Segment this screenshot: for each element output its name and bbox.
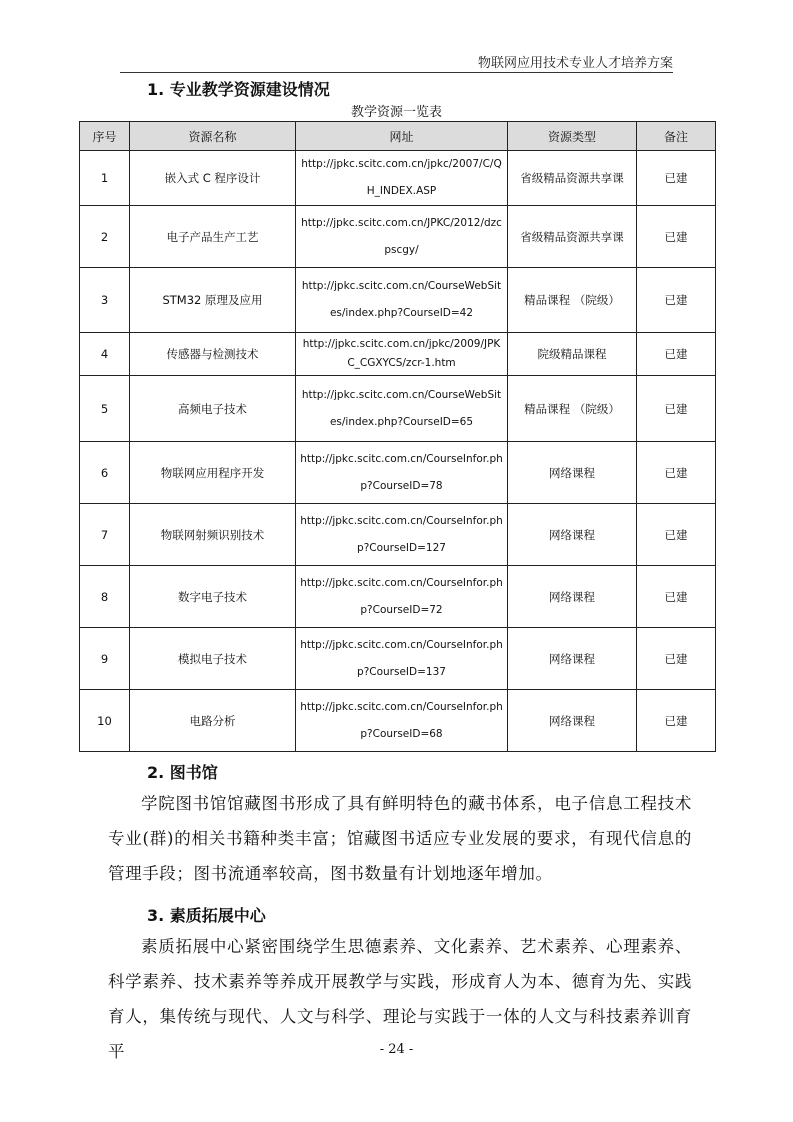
column-header-type: 资源类型 xyxy=(508,122,637,151)
resource-note: 已建 xyxy=(637,151,716,206)
resource-note: 已建 xyxy=(637,690,716,752)
resource-type: 院级精品课程 xyxy=(508,333,637,376)
column-header-note: 备注 xyxy=(637,122,716,151)
resource-name: 电路分析 xyxy=(130,690,296,752)
resource-url[interactable]: http://jpkc.scitc.com.cn/jpkc/2007/C/QH_INDEX.ASP xyxy=(296,151,508,206)
quality-center-paragraph: 素质拓展中心紧密围绕学生思德素养、文化素养、艺术素养、心理素养、科学素养、技术素养等养成开展教学与实践，形成育人为本、德育为先、实践育人，集传统与现代、人文与科学、理论与实践于一体的人文与科技素养训育平 xyxy=(108,937,692,1061)
row-index: 1 xyxy=(80,151,130,206)
resource-type: 精品课程 （院级） xyxy=(508,268,637,333)
table-row xyxy=(80,206,716,268)
resource-url[interactable]: http://jpkc.scitc.com.cn/CourseInfor.php?CourseID=68 xyxy=(296,690,508,752)
table-row xyxy=(80,690,716,752)
resource-name: STM32 原理及应用 xyxy=(130,268,296,333)
table-row xyxy=(80,566,716,628)
row-index: 5 xyxy=(80,376,130,442)
table-header-row xyxy=(80,122,716,151)
resource-name: 物联网射频识别技术 xyxy=(130,504,296,566)
table-row xyxy=(80,151,716,206)
page-number: - 24 - xyxy=(379,1042,414,1057)
resource-note: 已建 xyxy=(637,333,716,376)
row-index: 4 xyxy=(80,333,130,376)
resource-type: 网络课程 xyxy=(508,628,637,690)
section-heading-library: 2. 图书馆 xyxy=(147,763,218,782)
resource-url[interactable]: http://jpkc.scitc.com.cn/JPKC/2012/dzcpscgy/ xyxy=(296,206,508,268)
column-header-url: 网址 xyxy=(296,122,508,151)
table-row xyxy=(80,376,716,442)
column-header-index: 序号 xyxy=(80,122,130,151)
row-index: 6 xyxy=(80,442,130,504)
resource-url[interactable]: http://jpkc.scitc.com.cn/CourseWebSites/index.php?CourseID=65 xyxy=(296,376,508,442)
resource-note: 已建 xyxy=(637,504,716,566)
resource-table xyxy=(79,121,716,752)
section-heading-resources: 1. 专业教学资源建设情况 xyxy=(147,80,330,99)
table-row xyxy=(80,504,716,566)
table-caption: 教学资源一览表 xyxy=(350,105,442,120)
row-index: 9 xyxy=(80,628,130,690)
row-index: 8 xyxy=(80,566,130,628)
running-header: 物联网应用技术专业人才培养方案 xyxy=(477,56,673,71)
row-index: 2 xyxy=(80,206,130,268)
resource-url[interactable]: http://jpkc.scitc.com.cn/CourseInfor.php?CourseID=72 xyxy=(296,566,508,628)
table-row xyxy=(80,628,716,690)
resource-name: 传感器与检测技术 xyxy=(130,333,296,376)
resource-note: 已建 xyxy=(637,442,716,504)
section-heading-quality-center: 3. 素质拓展中心 xyxy=(147,906,266,925)
resource-type: 网络课程 xyxy=(508,690,637,752)
resource-type: 省级精品资源共享课 xyxy=(508,151,637,206)
table-row xyxy=(80,442,716,504)
resource-name: 物联网应用程序开发 xyxy=(130,442,296,504)
resource-name: 模拟电子技术 xyxy=(130,628,296,690)
library-paragraph: 学院图书馆馆藏图书形成了具有鲜明特色的藏书体系，电子信息工程技术专业(群)的相关书籍种类丰富；馆藏图书适应专业发展的要求，有现代信息的管理手段；图书流通率较高，图书数量有计划地逐年增加。 xyxy=(108,794,692,883)
resource-name: 高频电子技术 xyxy=(130,376,296,442)
resource-note: 已建 xyxy=(637,268,716,333)
column-header-name: 资源名称 xyxy=(130,122,296,151)
resource-note: 已建 xyxy=(637,206,716,268)
table-row xyxy=(80,333,716,376)
resource-name: 嵌入式 C 程序设计 xyxy=(130,151,296,206)
resource-type: 网络课程 xyxy=(508,504,637,566)
resource-url[interactable]: http://jpkc.scitc.com.cn/CourseInfor.php?CourseID=78 xyxy=(296,442,508,504)
resource-url[interactable]: http://jpkc.scitc.com.cn/jpkc/2009/JPKC_CGXYCS/zcr-1.htm xyxy=(296,333,508,376)
row-index: 3 xyxy=(80,268,130,333)
resource-url[interactable]: http://jpkc.scitc.com.cn/CourseInfor.php?CourseID=137 xyxy=(296,628,508,690)
resource-url[interactable]: http://jpkc.scitc.com.cn/CourseWebSites/index.php?CourseID=42 xyxy=(296,268,508,333)
resource-type: 网络课程 xyxy=(508,442,637,504)
resource-note: 已建 xyxy=(637,566,716,628)
resource-note: 已建 xyxy=(637,376,716,442)
table-row xyxy=(80,268,716,333)
row-index: 7 xyxy=(80,504,130,566)
resource-type: 省级精品资源共享课 xyxy=(508,206,637,268)
resource-name: 数字电子技术 xyxy=(130,566,296,628)
resource-url[interactable]: http://jpkc.scitc.com.cn/CourseInfor.php?CourseID=127 xyxy=(296,504,508,566)
resource-type: 网络课程 xyxy=(508,566,637,628)
header-divider xyxy=(120,72,673,73)
resource-note: 已建 xyxy=(637,628,716,690)
row-index: 10 xyxy=(80,690,130,752)
resource-type: 精品课程 （院级） xyxy=(508,376,637,442)
resource-name: 电子产品生产工艺 xyxy=(130,206,296,268)
